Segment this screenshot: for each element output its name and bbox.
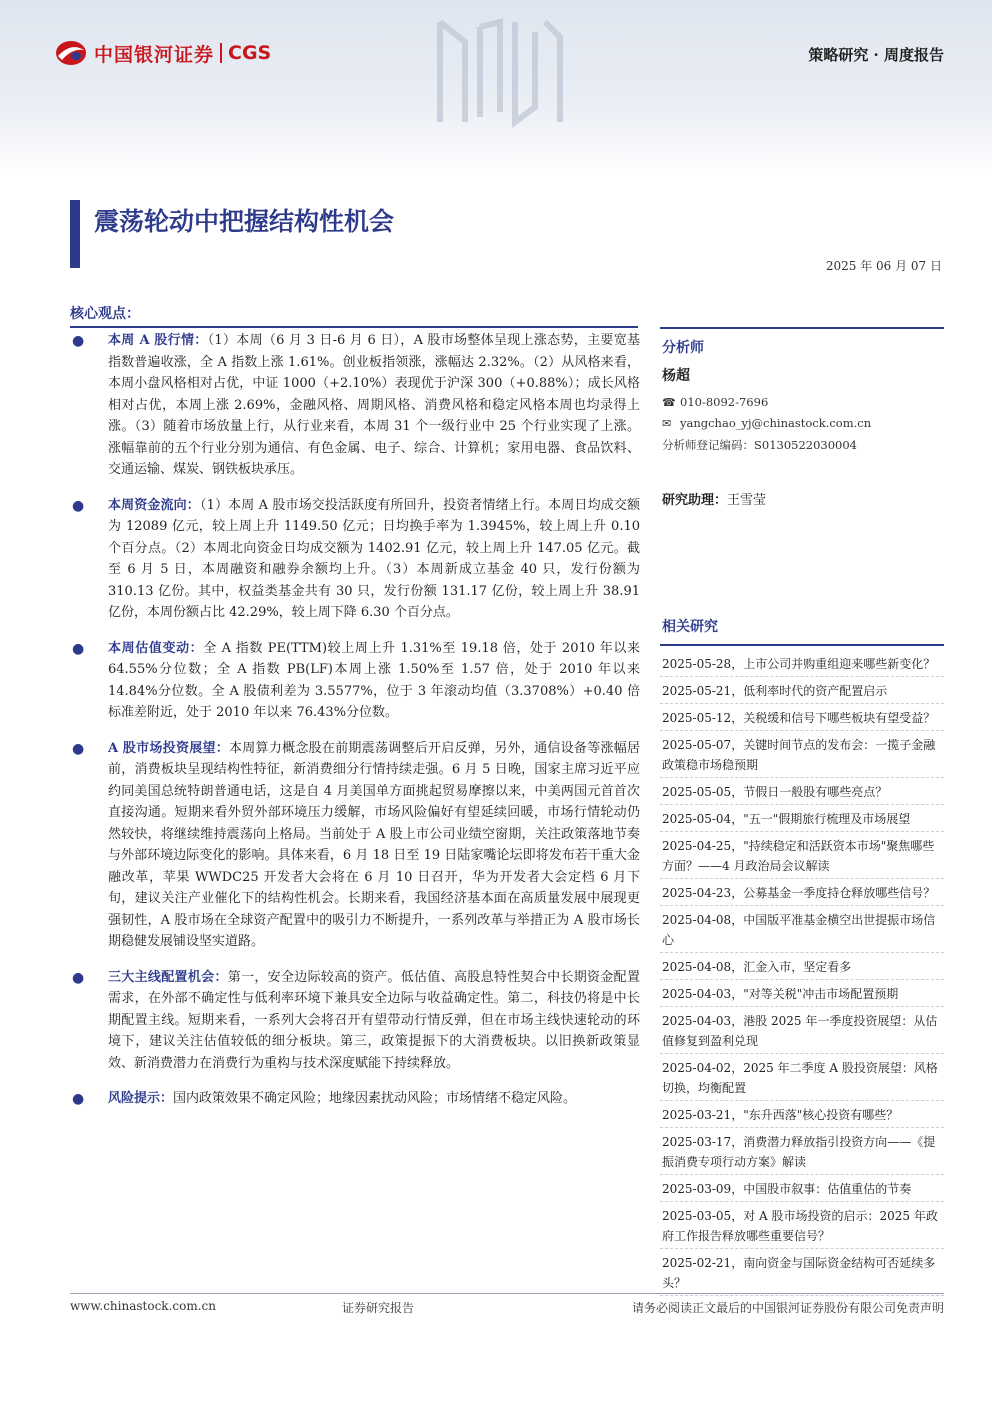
related-item[interactable]: 2025-05-07，关键时间节点的发布会：一揽子金融政策稳市场稳预期	[660, 731, 944, 778]
analyst-heading: 分析师	[662, 340, 704, 356]
footer-website[interactable]: www.chinastock.com.cn	[70, 1299, 216, 1313]
related-heading: 相关研究	[662, 619, 718, 635]
bullet-text: 国内政策效果不确定风险；地缘因素扰动风险；市场情绪不稳定风险。	[173, 1091, 577, 1106]
bullet-outlook	[70, 738, 640, 953]
related-item[interactable]: 2025-03-17，消费潜力释放指引投资方向——《提振消费专项行动方案》解读	[660, 1128, 944, 1175]
assistant-name: 王雪莹	[727, 493, 767, 508]
bullet-text: 本周算力概念股在前期震荡调整后开启反弹，另外，通信设备等涨幅居前，消费板块呈现结构性特征，新消费细分行情持续走强。6 月 5 日晚，国家主席习近平应约同美国总统特朗普通电话，这是自 4 月美国单方面挑起贸易摩擦以来，中美两国元首首次直接沟通。短期来看外贸外部环境压力缓解，市场风险偏好有望延续回暖，市场行情轮动仍然较快，将继续维持震荡向上格局。当前处于 A 股上市公司业绩空窗期，关注政策落地节奏与外部环境边际变化的影响。具体来看，6 月 18 日至 19 日陆家嘴论坛即将发布若干重大金融改革，苹果 WWDC25 开发者大会将在 6 月 10 日召开，华为开发者大会定档 6 月下旬，建议关注产业催化下的结构性机会。长期来看，我国经济基本面在高质量发展中展现更强韧性，A 股市场在全球资产配置中的吸引力不断提升，一系列改革与举措正为 A 股市场长期稳健发展铺设坚实道路。	[108, 740, 640, 949]
bullet-weekly-market	[70, 330, 640, 481]
related-list	[660, 650, 944, 1296]
analyst-registration: 分析师登记编码：S0130522030004	[662, 438, 857, 452]
related-item[interactable]: 2025-05-05，节假日一般股有哪些亮点？	[660, 778, 944, 805]
related-item[interactable]: 2025-02-21，南向资金与国际资金结构可否延续多头？	[660, 1249, 944, 1296]
related-item[interactable]: 2025-05-21，低利率时代的资产配置启示	[660, 677, 944, 704]
core-views-divider	[70, 326, 638, 328]
logo-english-name: CGS	[228, 42, 272, 64]
related-research	[660, 608, 944, 1296]
bullet-text: 第一，安全边际较高的资产。低估值、高股息特性契合中长期资金配置需求，在外部不确定性与低利率环境下兼具安全边际与收益确定性。第二，科技仍将是中长期配置主线。短期来看，一系列大会将召开有望带动行情反弹，但在市场主线快速轮动的环境下，建议关注估值较低的细分板块。第三，政策提振下的大消费板块。以旧换新政策显效、新消费潜力在消费行为重构与技术深度赋能下持续释放。	[108, 969, 640, 1071]
related-item[interactable]: 2025-05-12，关税缓和信号下哪些板块有望受益？	[660, 704, 944, 731]
bullet-fund-flow	[70, 495, 640, 624]
analyst-email	[662, 416, 944, 430]
bullet-dot-icon: ●	[72, 740, 85, 757]
logo-divider	[220, 43, 222, 63]
bullet-dot-icon: ●	[72, 969, 85, 986]
bullet-valuation	[70, 638, 640, 724]
related-item[interactable]: 2025-03-21，"东升西落"核心投资有哪些？	[660, 1101, 944, 1128]
email-address[interactable]: yangchao_yj@chinastock.com.cn	[680, 416, 872, 430]
bullet-heading: 本周资金流向：	[108, 497, 200, 513]
analyst-name: 杨超	[662, 368, 690, 384]
related-item[interactable]: 2025-04-23，公募基金一季度持仓释放哪些信号？	[660, 879, 944, 906]
bullet-heading: A 股市场投资展望：	[108, 740, 230, 756]
bullet-text: （1）本周 A 股市场交投活跃度有所回升，投资者情绪上行。本周日均成交额为 12089 亿元，较上周上升 1149.50 亿元；日均换手率为 1.3945%，较上周上升 0.10 个百分点。（2）本周北向资金日均成交额为 1402.91 亿元，较上周上升 147.05 亿元。截至 6 月 5 日，本周融资和融券余额均上升。（3）本周新成立基金 40 只，发行份额为 310.13 亿份。其中，权益类基金共有 30 只，发行份额 131.17 亿份，较上周上升 38.91 亿份，本周份额占比 42.29%，较上周下降 6.30 个百分点。	[108, 497, 640, 620]
assistant-label: 研究助理：	[662, 493, 728, 508]
core-views-list	[70, 330, 640, 1124]
analyst-phone	[662, 395, 944, 409]
related-item[interactable]: 2025-04-03，港股 2025 年一季度投资展望：从估值修复到盈利兑现	[660, 1007, 944, 1054]
analyst-sidebar	[660, 327, 944, 508]
cgs-watermark-graphic	[430, 12, 570, 132]
mail-icon: ✉	[662, 416, 672, 430]
bullet-allocation	[70, 967, 640, 1075]
sidebar-divider	[660, 327, 944, 329]
galaxy-logo-icon	[54, 38, 88, 68]
bullet-heading: 本周估值变动：	[108, 640, 204, 656]
related-item[interactable]: 2025-04-08，汇金入市，坚定看多	[660, 953, 944, 980]
footer-divider	[70, 1293, 944, 1294]
bullet-heading: 本周 A 股行情：	[108, 333, 208, 348]
bullet-text: 全 A 指数 PE(TTM)较上周上升 1.31%至 19.18 倍，处于 2010 年以来 64.55%分位数；全 A 指数 PB(LF)本周上涨 1.50%至 1.57 倍，处于 2010 年以来 14.84%分位数。全 A 股债利差为 3.5577%，位于 3 年滚动均值（3.3708%）+0.40 倍标准差附近，处于 2010 年以来 76.43%分位数。	[108, 640, 640, 720]
related-item[interactable]: 2025-04-03，"对等关税"冲击市场配置预期	[660, 980, 944, 1007]
bullet-dot-icon: ●	[72, 497, 85, 514]
bullet-dot-icon: ●	[72, 333, 85, 349]
related-item[interactable]: 2025-03-09，中国股市叙事：估值重估的节奏	[660, 1175, 944, 1202]
title-accent-bar	[70, 200, 80, 268]
bullet-text: （1）本周（6 月 3 日-6 月 6 日），A 股市场整体呈现上涨态势，主要宽基指数普遍收涨，全 A 指数上涨 1.61%。创业板指领涨，涨幅达 2.32%。（2）从风格来看，本周小盘风格相对占优，中证 1000（+2.10%）表现优于沪深 300（+0.88%）；成长风格相对占优，本周上涨 2.69%，金融风格、周期风格、消费风格和稳定风格本周也均录得上涨。（3）随着市场放量上行，从行业来看，本周 31 个一级行业中 25 个行业实现了上涨。涨幅靠前的五个行业分别为通信、有色金属、电子、综合、计算机；家用电器、食品饮料、交通运输、煤炭、钢铁板块承压。	[108, 333, 640, 477]
related-item[interactable]: 2025-04-02，2025 年二季度 A 股投资展望：风格切换，均衡配置	[660, 1054, 944, 1101]
related-item[interactable]: 2025-04-08，中国版平准基金横空出世提振市场信心	[660, 906, 944, 953]
related-item[interactable]: 2025-03-05，对 A 股市场投资的启示：2025 年政府工作报告释放哪些重要信号？	[660, 1202, 944, 1249]
research-assistant	[662, 489, 944, 508]
core-views-heading: 核心观点：	[70, 306, 140, 322]
footer-report-label: 证券研究报告	[342, 1301, 415, 1315]
report-title: 震荡轮动中把握结构性机会	[94, 207, 395, 236]
related-item[interactable]: 2025-05-04，"五一"假期旅行梳理及市场展望	[660, 805, 944, 832]
related-item[interactable]: 2025-04-25，"持续稳定和活跃资本市场"聚焦哪些方面？——4 月政治局会议解读	[660, 832, 944, 879]
company-logo	[54, 38, 271, 68]
bullet-dot-icon: ●	[72, 1091, 85, 1107]
report-date: 2025 年 06 月 07 日	[825, 259, 942, 273]
bullet-dot-icon: ●	[72, 640, 85, 657]
footer-disclaimer: 请务必阅读正文最后的中国银河证券股份有限公司免责声明	[631, 1301, 944, 1315]
bullet-heading: 风险提示：	[108, 1091, 174, 1106]
phone-icon: ☎	[662, 395, 676, 409]
logo-chinese-name: 中国银河证券	[94, 43, 215, 66]
related-item[interactable]: 2025-05-28，上市公司并购重组迎来哪些新变化？	[660, 650, 944, 677]
bullet-risk	[70, 1088, 640, 1110]
related-divider	[660, 644, 944, 646]
bullet-heading: 三大主线配置机会：	[108, 969, 228, 985]
phone-number: 010-8092-7696	[680, 395, 769, 409]
report-type: 策略研究 · 周度报告	[808, 46, 944, 64]
